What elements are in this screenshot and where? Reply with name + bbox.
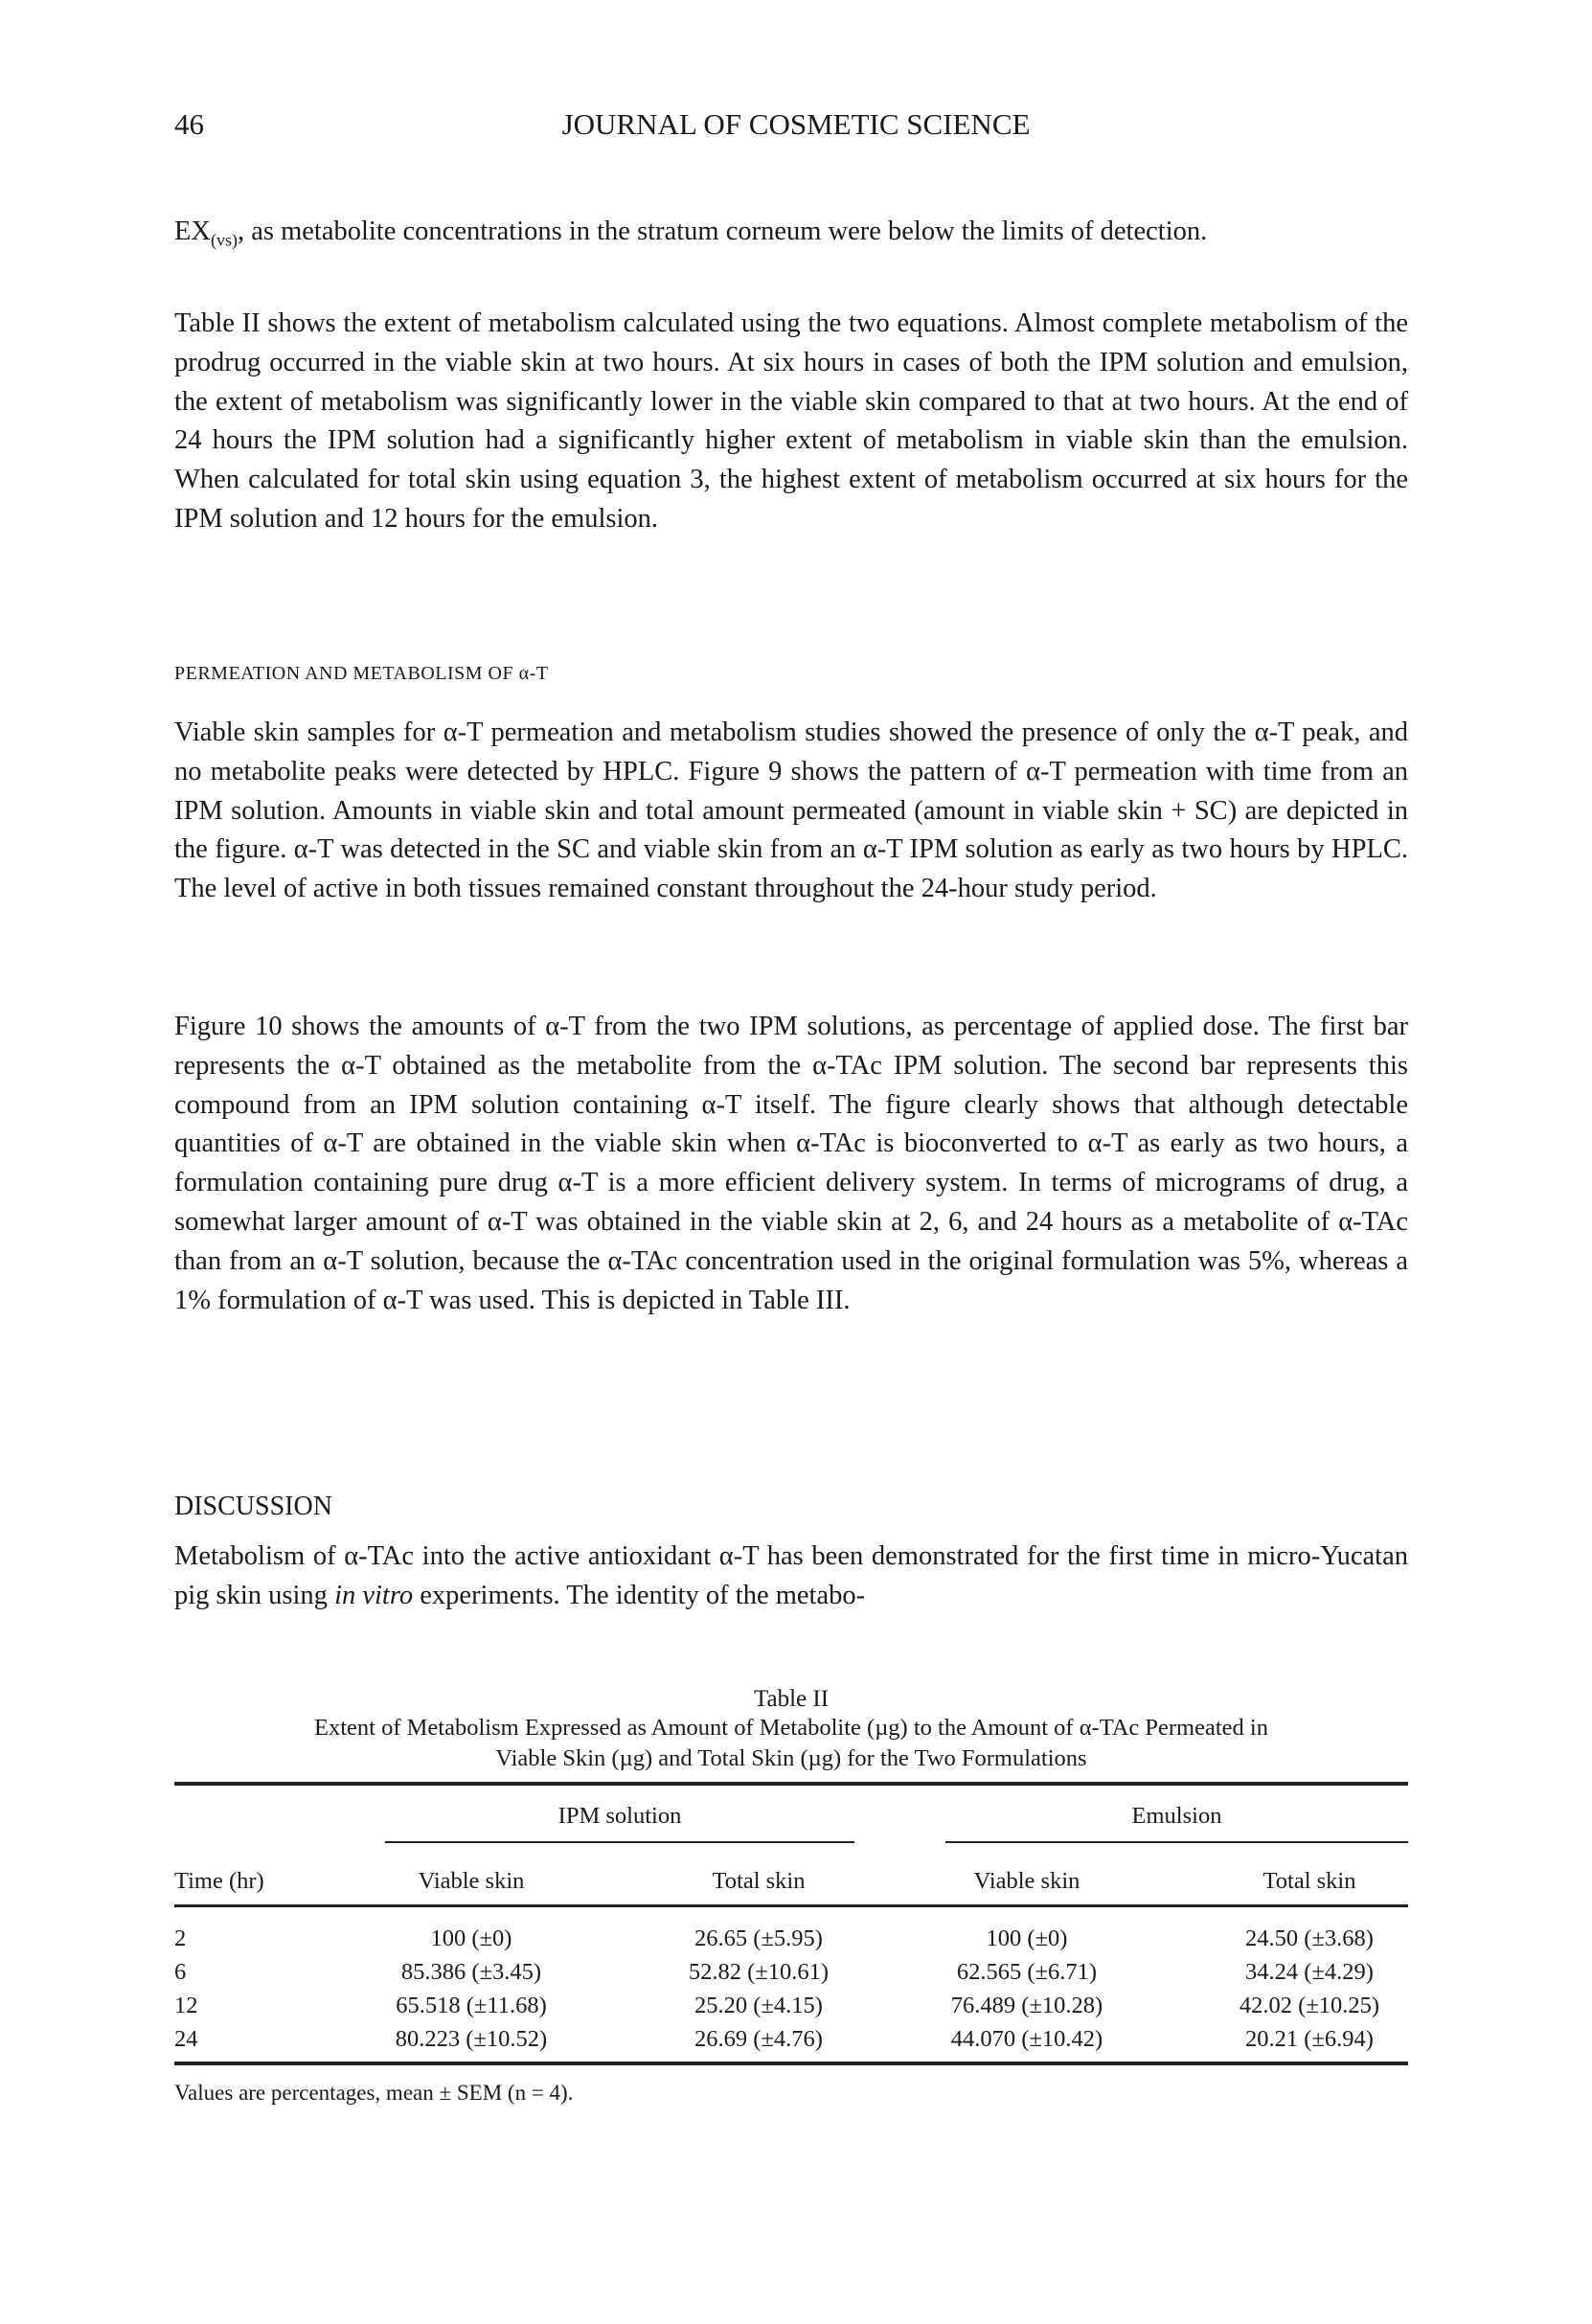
table-bottom-rule <box>174 2062 1408 2065</box>
col-header-time: Time (hr) <box>174 1868 264 1894</box>
col-header-ipm-viable: Viable skin <box>418 1868 525 1894</box>
col-header-ipm-total: Total skin <box>712 1868 806 1894</box>
text: EX <box>174 216 211 246</box>
group-header-ipm: IPM solution <box>557 1803 682 1829</box>
table-cell: 100 (±0) <box>986 1925 1068 1951</box>
text: Metabolism of α-TAc into the active antioxidant α-T has been demonstrated for the first time in micro-Yucatan pig skin using <box>174 1541 1408 1610</box>
table-title: Table II <box>753 1686 830 1712</box>
section-heading-discussion: DISCUSSION <box>174 1492 332 1521</box>
paragraph-text: Figure 10 shows the amounts of α-T from the two IPM solutions, as percentage of applied dose. The first bar represents the α-T obtained as the metabolite from the α-TAc IPM solution. The second bar represents this compound from an IPM solution containing α-T itself. The figure clearly shows that although detectable quantities of α-T are obtained in the viable skin when α-TAc is bioconverted to α-T as early as two hours, a formulation containing pure drug α-T is a more efficient delivery system. In terms of micrograms of drug, a somewhat larger amount of α-T was obtained in the viable skin at 2, 6, and 24 hours as a metabolite of α-TAc than from an α-T solution, because the α-TAc concentration used in the original formulation was 5%, whereas a 1% formulation of α-T was used. This is depicted in Table III. <box>174 1012 1408 1315</box>
group-rule-ipm <box>385 1841 854 1843</box>
subscript: (vs) <box>211 230 238 250</box>
paragraph-text: Table II shows the extent of metabolism calculated using the two equations. Almost complete metabolism of the prodrug occurred in the viable skin at two hours. At six hours in cases of both the IPM solution and emulsion, the extent of metabolism was significantly lower in the viable skin compared to that at two hours. At the end of 24 hours the IPM solution had a significantly higher extent of metabolism in viable skin than the emulsion. When calculated for total skin using equation 3, the highest extent of metabolism occurred at six hours for the IPM solution and 12 hours for the emulsion. <box>174 308 1408 534</box>
table-cell: 76.489 (±10.28) <box>950 1993 1103 2018</box>
table-cell-time: 6 <box>174 1959 187 1985</box>
section-heading-permeation: PERMEATION AND METABOLISM OF α-T <box>174 663 549 684</box>
table-top-rule <box>174 1782 1408 1786</box>
running-header: JOURNAL OF COSMETIC SCIENCE <box>561 107 1031 141</box>
table-cell: 85.386 (±3.45) <box>400 1959 542 1985</box>
col-header-emulsion-total: Total skin <box>1262 1868 1356 1894</box>
table-cell: 52.82 (±10.61) <box>688 1959 830 1985</box>
table-cell: 24.50 (±3.68) <box>1245 1925 1374 1951</box>
page-number: 46 <box>174 107 204 141</box>
table-cell: 44.070 (±10.42) <box>950 2026 1103 2052</box>
table-cell: 20.21 (±6.94) <box>1245 2026 1374 2052</box>
paragraph-5 <box>174 1538 1408 1616</box>
table-header-rule <box>174 1904 1408 1907</box>
paragraph-4 <box>174 1008 1408 1320</box>
table-cell: 26.65 (±5.95) <box>694 1925 823 1951</box>
text: , as metabolite concentrations in the stratum corneum were below the limits of detection. <box>238 216 1208 246</box>
table-caption-line1: Extent of Metabolism Expressed as Amount of Metabolite (µg) to the Amount of α-TAc Permeated in <box>314 1715 1268 1741</box>
table-cell: 26.69 (±4.76) <box>694 2026 823 2052</box>
table-cell-time: 12 <box>174 1993 198 2018</box>
table-cell: 80.223 (±10.52) <box>395 2026 548 2052</box>
table-cell: 65.518 (±11.68) <box>396 1993 547 2018</box>
table-caption-line2: Viable Skin (µg) and Total Skin (µg) for the Two Formulations <box>495 1745 1087 1771</box>
table-cell-time: 2 <box>174 1925 187 1951</box>
group-rule-emulsion <box>945 1841 1408 1843</box>
table-cell-time: 24 <box>174 2026 198 2052</box>
group-header-emulsion: Emulsion <box>1131 1803 1222 1829</box>
table-cell: 100 (±0) <box>430 1925 512 1951</box>
table-cell: 25.20 (±4.15) <box>694 1993 823 2018</box>
paragraph-2 <box>174 305 1408 539</box>
table-cell: 34.24 (±4.29) <box>1245 1959 1374 1985</box>
table-ii <box>174 1686 1408 2108</box>
italic-text: in vitro <box>334 1580 414 1610</box>
paragraph-text: Viable skin samples for α-T permeation and metabolism studies showed the presence of only the α-T peak, and no metabolite peaks were detected by HPLC. Figure 9 shows the pattern of α-T permeation with time from an IPM solution. Amounts in viable skin and total amount permeated (amount in viable skin + SC) are depicted in the figure. α-T was detected in the SC and viable skin from an α-T IPM solution as early as two hours by HPLC. The level of active in both tissues remained constant throughout the 24-hour study period. <box>174 718 1408 904</box>
text: experiments. The identity of the metabo- <box>413 1580 866 1610</box>
paragraph-3 <box>174 714 1408 909</box>
table-cell: 62.565 (±6.71) <box>956 1959 1098 1985</box>
table-footnote: Values are percentages, mean ± SEM (n = 4). <box>174 2081 574 2105</box>
table-cell: 42.02 (±10.25) <box>1239 1993 1380 2018</box>
col-header-emulsion-viable: Viable skin <box>973 1868 1080 1894</box>
paragraph-1 <box>174 213 1408 260</box>
